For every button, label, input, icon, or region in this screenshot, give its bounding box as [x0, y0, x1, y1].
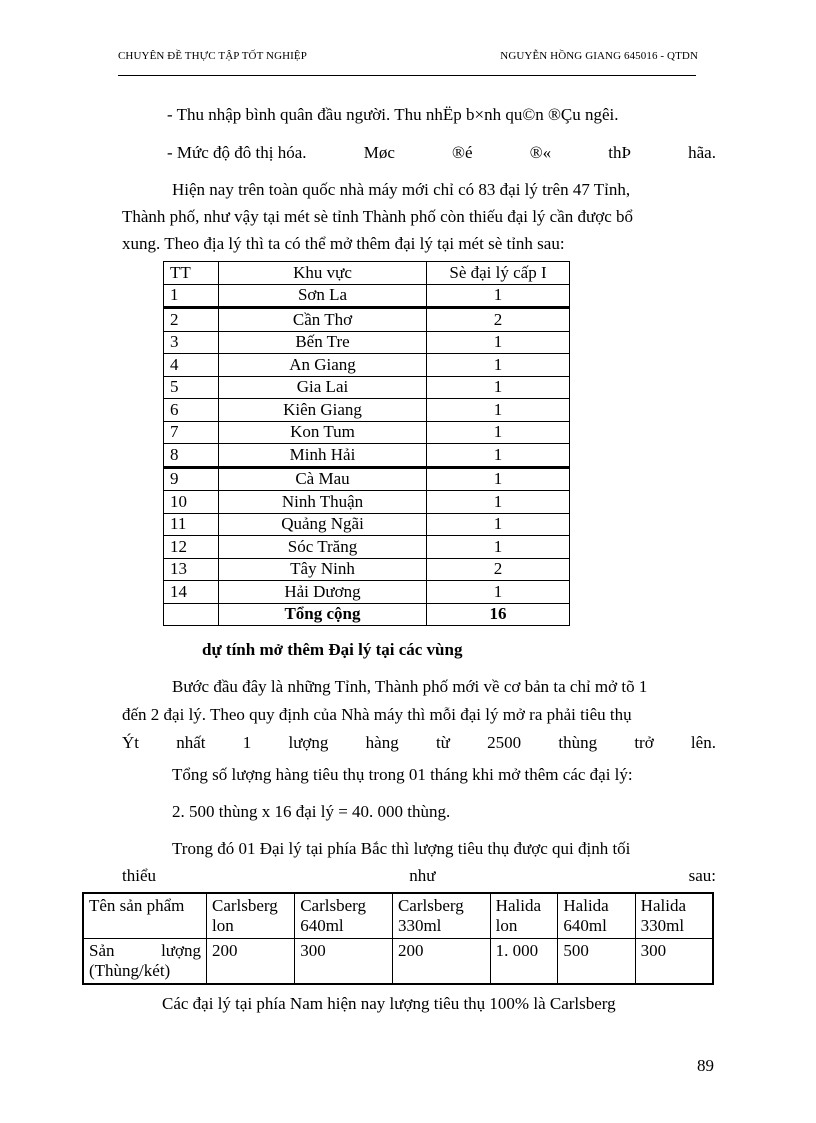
header-right: NGUYỄN HỒNG GIANG 645016 - QTDN [500, 50, 698, 62]
para1-line1: Hiện nay trên toàn quốc nhà máy mới chỉ có 83 đại lý trên 47 Tỉnh, [172, 180, 631, 199]
value-cell: 500 [558, 939, 635, 985]
page-number: 89 [697, 1056, 714, 1075]
table-total-row: Tổng cộng 16 [164, 603, 570, 626]
para5-line2: thiểu như sau: [122, 866, 716, 885]
header-cell: Halida lon [490, 893, 558, 939]
value-cell: 300 [295, 939, 393, 985]
header-cell: TT [164, 262, 219, 285]
table-row: 1 Sơn La 1 [164, 284, 570, 308]
table-row: 5 Gia Lai 1 [164, 376, 570, 399]
table-row: 10 Ninh Thuận 1 [164, 491, 570, 514]
header-cell: Halida 330ml [635, 893, 713, 939]
header-cell: Sè đại lý cấp I [427, 262, 570, 285]
region-table [163, 261, 570, 626]
header-cell: Khu vực [219, 262, 427, 285]
para6: Các đại lý tại phía Nam hiện nay lượng tiêu thụ 100% là Carlsberg [162, 994, 616, 1013]
table-row: 13 Tây Ninh 2 [164, 558, 570, 581]
header-cell: Carlsberg lon [207, 893, 295, 939]
value-cell: 200 [207, 939, 295, 985]
table-header-row [164, 262, 570, 285]
header-cell: Tên sản phẩm [83, 893, 207, 939]
bullet-urbanization: - Mức độ đô thị hóa. Møc ®é ®« thÞ hãa. [167, 143, 716, 162]
table-caption: dự tính mở thêm Đại lý tại các vùng [202, 640, 463, 659]
header-cell: Carlsberg 640ml [295, 893, 393, 939]
para1-line2: Thành phố, như vậy tại mét sè tỉnh Thành phố còn thiếu đại lý cần được bổ [122, 207, 634, 226]
value-cell: 1. 000 [490, 939, 558, 985]
row-label-cell: Sản lượng (Thùng/két) [83, 939, 207, 985]
para3: Tổng số lượng hàng tiêu thụ trong 01 tháng khi mở thêm các đại lý: [172, 765, 633, 784]
product-table [82, 892, 714, 985]
product-values-row [83, 939, 713, 985]
para5-line1: Trong đó 01 Đại lý tại phía Bắc thì lượng tiêu thụ được qui định tối [172, 839, 631, 858]
header-left: CHUYÊN ĐỀ THỰC TẬP TỐT NGHIỆP [118, 50, 307, 62]
table-row: 11 Quảng Ngãi 1 [164, 513, 570, 536]
bullet-income: - Thu nhập bình quân đầu người. Thu nhËp b×nh qu©n ®Çu ngêi. [167, 105, 619, 124]
para1-line3: xung. Theo địa lý thì ta có thể mở thêm đại lý tại mét sè tỉnh sau: [122, 234, 565, 253]
table-row: 14 Hải Dương 1 [164, 581, 570, 604]
table-row: 6 Kiên Giang 1 [164, 399, 570, 422]
para2-line1: Bước đầu đây là những Tỉnh, Thành phố mới về cơ bản ta chỉ mở tõ 1 [172, 677, 648, 696]
header-rule [118, 75, 696, 76]
value-cell: 300 [635, 939, 713, 985]
para2-line2: đến 2 đại lý. Theo quy định của Nhà máy thì mỗi đại lý mở ra phải tiêu thụ [122, 705, 632, 724]
table-row: 3 Bến Tre 1 [164, 331, 570, 354]
para2-line3: Ýt nhất 1 lượng hàng từ 2500 thùng trở lên. [122, 733, 716, 752]
table-row: 8 Minh Hải 1 [164, 444, 570, 468]
product-header-row [83, 893, 713, 939]
table-row: 12 Sóc Trăng 1 [164, 536, 570, 559]
para4: 2. 500 thùng x 16 đại lý = 40. 000 thùng. [172, 802, 451, 821]
table-row: 2 Cần Thơ 2 [164, 308, 570, 332]
value-cell: 200 [392, 939, 490, 985]
header-cell: Halida 640ml [558, 893, 635, 939]
table-row: 4 An Giang 1 [164, 354, 570, 377]
table-row: 7 Kon Tum 1 [164, 421, 570, 444]
header-cell: Carlsberg 330ml [392, 893, 490, 939]
table-row: 9 Cà Mau 1 [164, 467, 570, 491]
